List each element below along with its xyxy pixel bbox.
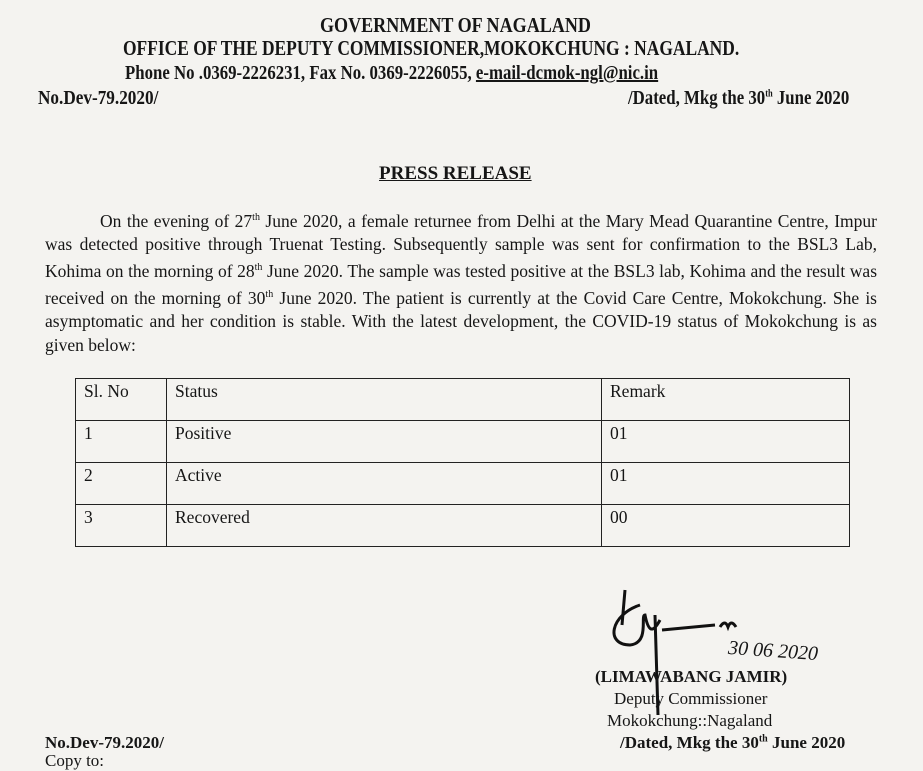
- handwritten-date: 30 06 2020: [727, 636, 819, 666]
- press-release-body: On the evening of 27th June 2020, a female returnee from Delhi at the Mary Mead Quarantine Centre, Impur was detected positive through Truenat Testing. Subsequently sample was sent for confirmation to the BSL3 Lab, Kohima on the morning of 28th June 2020. The sample was tested positive at the BSL3 lab, Kohima and the result was received on the morning of 30th June 2020. The patient is currently at the Covid Care Centre, Mokokchung. She is asymptomatic and her condition is stable. With the latest development, the COVID-19 status of Mokokchung is as given below:: [45, 210, 878, 355]
- copy-to-label: Copy to:: [45, 751, 105, 770]
- reference-number: No.Dev-79.2020/: [38, 87, 159, 109]
- covid-status-table: [75, 378, 850, 547]
- press-release-title: PRESS RELEASE: [379, 163, 532, 184]
- table-row: 2 Active 01: [76, 463, 850, 505]
- header-date: /Dated, Mkg the 30th June 2020: [628, 87, 850, 109]
- signatory-name: (LIMAWABANG JAMIR): [595, 667, 788, 686]
- header-government: GOVERNMENT OF NAGALAND: [320, 13, 591, 37]
- table-header-row: Sl. No Status Remark: [76, 379, 850, 421]
- footer-reference: No.Dev-79.2020/: [45, 733, 164, 752]
- table-row: 3 Recovered 00: [76, 505, 850, 547]
- signatory-designation: Deputy Commissioner: [614, 689, 768, 708]
- header-contact: [125, 62, 658, 85]
- phone-fax: Phone No .0369-2226231, Fax No. 0369-2226055,: [125, 62, 476, 84]
- signatory-place: Mokokchung::Nagaland: [607, 711, 773, 730]
- signature-date: /Dated, Mkg the 30th June 2020: [620, 733, 846, 752]
- table-row: 1 Positive 01: [76, 421, 850, 463]
- header-office: OFFICE OF THE DEPUTY COMMISSIONER,MOKOKCHUNG : NAGALAND.: [123, 36, 740, 60]
- email-link: e-mail-dcmok-ngl@nic.in: [475, 62, 659, 84]
